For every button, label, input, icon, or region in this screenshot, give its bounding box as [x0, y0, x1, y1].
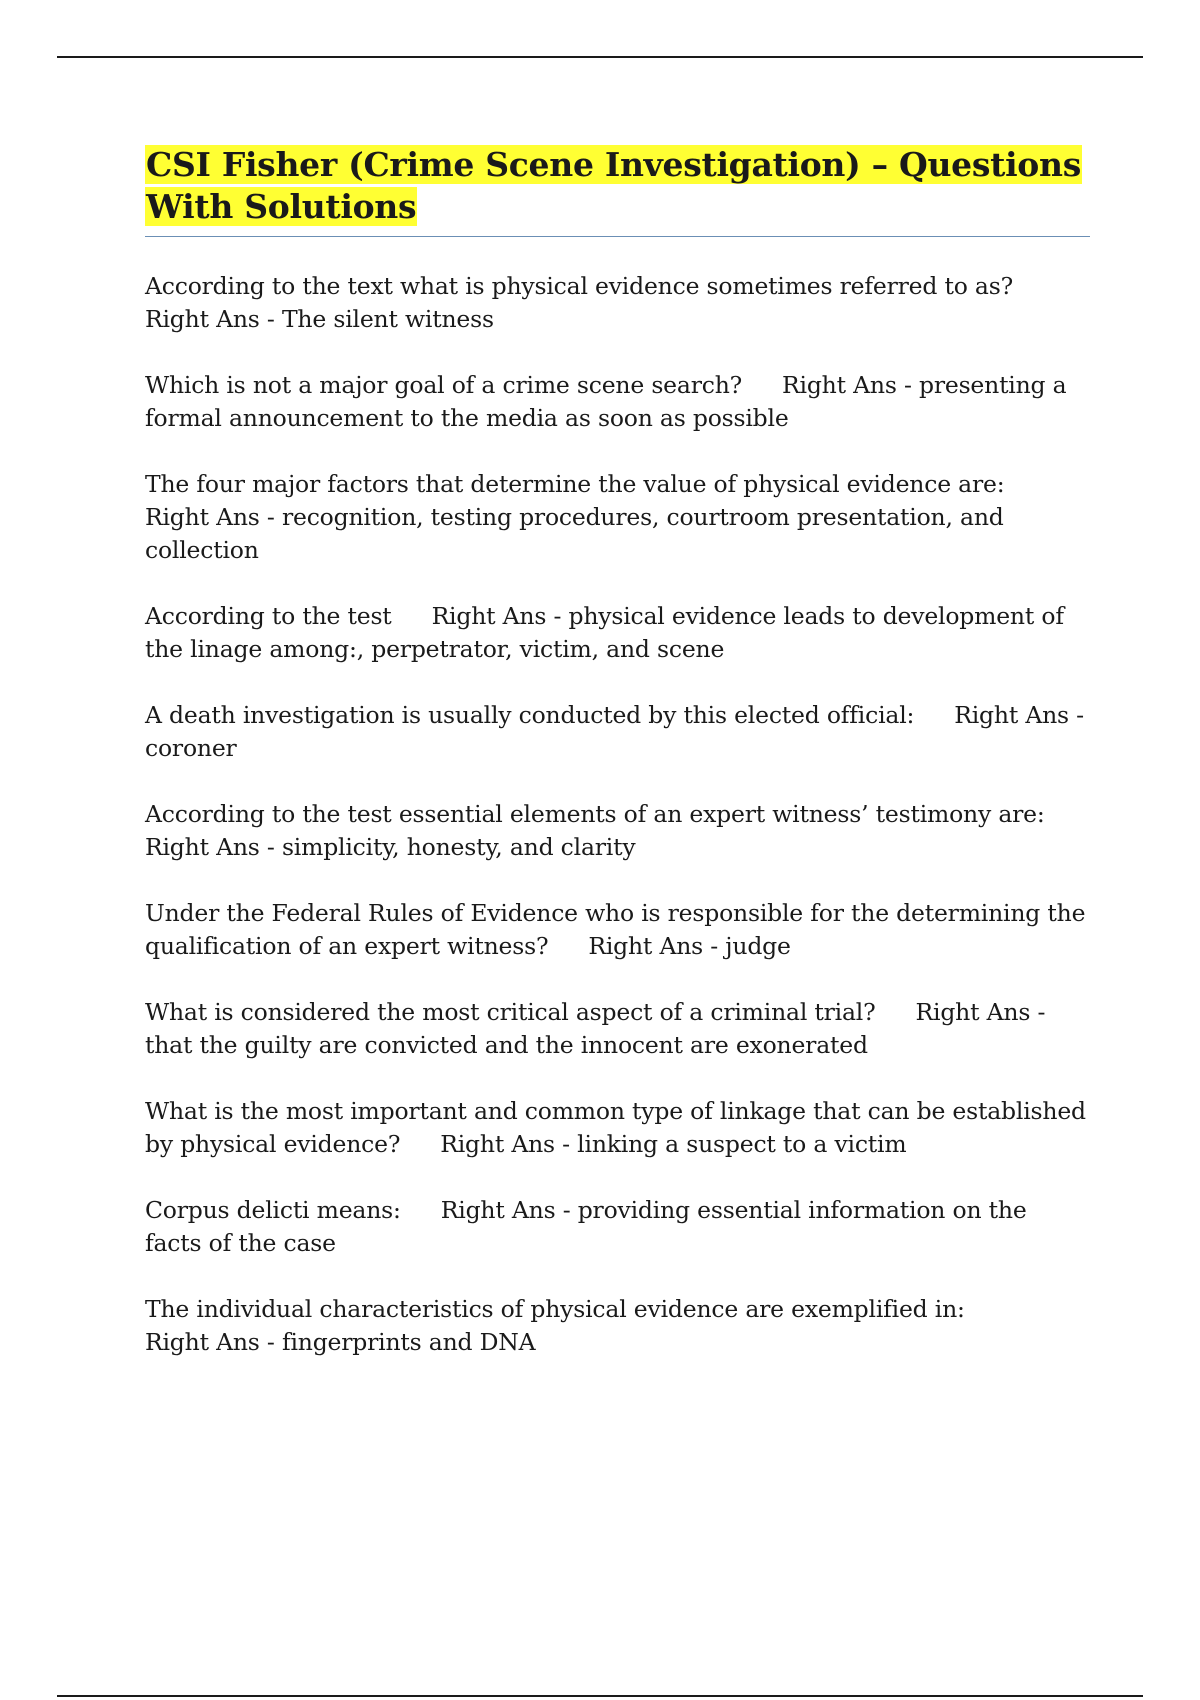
- answer-text: Right Ans - recognition, testing procedures, courtroom presentation, and collection: [145, 503, 1004, 564]
- question-text: According to the test: [145, 602, 392, 630]
- question-text: What is the most important and common type of linkage that can be established by physical evidence?: [145, 1097, 1086, 1158]
- document-body: [145, 144, 1090, 1392]
- page-bottom-rule: [57, 1695, 1143, 1697]
- question-text: The individual characteristics of physical evidence are exemplified in:: [145, 1295, 965, 1323]
- qa-item-7: [145, 897, 1090, 963]
- qa-item-2: [145, 369, 1090, 435]
- qa-item-9: [145, 1095, 1090, 1161]
- question-text: According to the test essential elements of an expert witness’ testimony are:: [145, 800, 1045, 828]
- qa-item-11: [145, 1293, 1090, 1359]
- answer-text: Right Ans - judge: [588, 932, 791, 960]
- answer-text: Right Ans - linking a suspect to a victim: [440, 1130, 907, 1158]
- question-text: The four major factors that determine the value of physical evidence are:: [145, 470, 1005, 498]
- qa-item-6: [145, 798, 1090, 864]
- qa-item-1: [145, 270, 1090, 336]
- qa-list: [145, 270, 1090, 1359]
- answer-text: Right Ans - The silent witness: [145, 305, 494, 333]
- page-top-rule: [57, 56, 1143, 58]
- question-text: Under the Federal Rules of Evidence who is responsible for the determining the qualification of an expert witness?: [145, 899, 1086, 960]
- question-text: According to the text what is physical evidence sometimes referred to as?: [145, 272, 1013, 300]
- title-highlight: CSI Fisher (Crime Scene Investigation) – Questions With Solutions: [146, 145, 1081, 226]
- answer-text: Right Ans - providing essential information on the facts of the case: [145, 1196, 1027, 1257]
- qa-item-5: [145, 699, 1090, 765]
- answer-text: Right Ans - coroner: [145, 701, 1084, 762]
- question-text: A death investigation is usually conducted by this elected official:: [145, 701, 915, 729]
- qa-item-10: [145, 1194, 1090, 1260]
- question-text: Which is not a major goal of a crime scene search?: [145, 371, 743, 399]
- question-text: Corpus delicti means:: [145, 1196, 401, 1224]
- qa-item-3: [145, 468, 1090, 567]
- answer-text: Right Ans - fingerprints and DNA: [145, 1328, 536, 1356]
- answer-text: Right Ans - physical evidence leads to development of the linage among:, perpetrator, victim, and scene: [145, 602, 1064, 663]
- answer-text: Right Ans - simplicity, honesty, and clarity: [145, 833, 636, 861]
- qa-item-8: [145, 996, 1090, 1062]
- answer-text: Right Ans - presenting a formal announcement to the media as soon as possible: [145, 371, 1067, 432]
- qa-item-4: [145, 600, 1090, 666]
- title-underline: [145, 236, 1090, 237]
- document-title: [145, 144, 1090, 228]
- question-text: What is considered the most critical aspect of a criminal trial?: [145, 998, 876, 1026]
- answer-text: Right Ans - that the guilty are convicted and the innocent are exonerated: [145, 998, 1046, 1059]
